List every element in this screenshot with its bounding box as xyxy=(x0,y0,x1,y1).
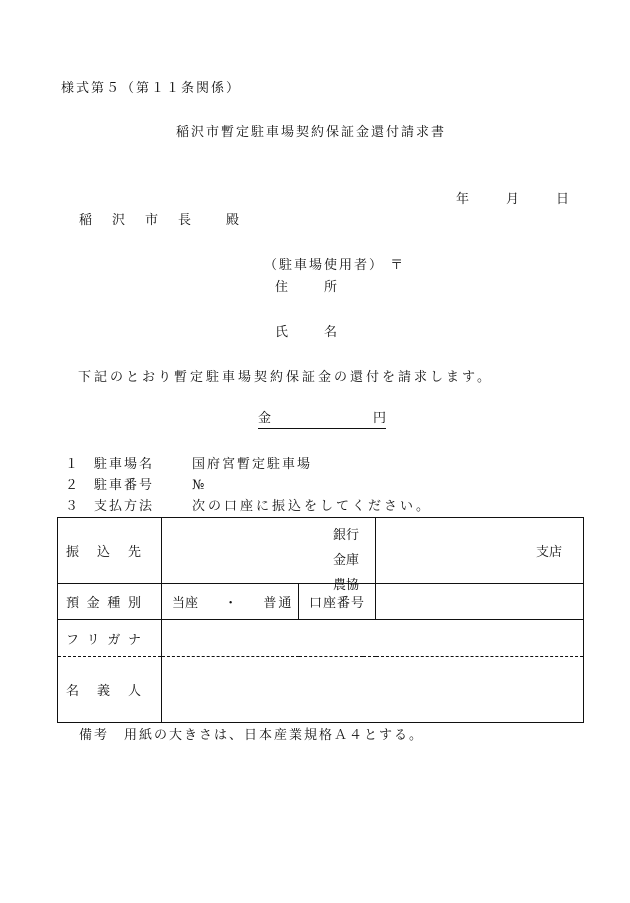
addressee-honorific: 殿 xyxy=(226,213,240,228)
branch-label: 支店 xyxy=(536,545,563,560)
label-char: 先 xyxy=(127,545,141,560)
item-label: 支払方法 xyxy=(94,499,155,514)
label-char: 別 xyxy=(127,596,141,611)
footnote: 備考 用紙の大きさは、日本産業規格Ａ４とする。 xyxy=(79,728,425,743)
addressee-char: 稲 xyxy=(79,213,93,228)
date-day: 日 xyxy=(556,192,570,207)
account-number-text: 口座番号 xyxy=(309,596,366,611)
amount-line xyxy=(258,412,386,429)
label-char: ナ xyxy=(127,632,141,648)
furigana-field[interactable] xyxy=(162,620,584,657)
item-number: ３ xyxy=(65,499,79,514)
table-row xyxy=(58,518,584,584)
date-year: 年 xyxy=(456,192,470,207)
item-value: 次の口座に振込をしてください。 xyxy=(192,499,433,514)
item-value: № xyxy=(192,478,205,493)
date-month: 月 xyxy=(506,192,520,207)
amount-right: 円 xyxy=(372,411,386,426)
institution-agri-coop: 農協 xyxy=(333,578,360,593)
item-label: 駐車番号 xyxy=(94,478,155,493)
applicant-label: （駐車場使用者） xyxy=(264,258,385,273)
branch-field[interactable] xyxy=(376,518,584,584)
account-type-current[interactable]: 当座 xyxy=(172,596,199,611)
institution-shinkin: 金庫 xyxy=(333,553,360,568)
document-title: 稲沢市暫定駐車場契約保証金還付請求書 xyxy=(176,125,447,140)
name-label-char: 氏 xyxy=(275,325,289,340)
institution-bank: 銀行 xyxy=(333,528,360,543)
address-label-char: 所 xyxy=(324,280,338,295)
transfer-to-label xyxy=(58,518,162,584)
account-type-field[interactable] xyxy=(162,584,299,620)
table-row xyxy=(58,657,584,723)
addressee-char: 長 xyxy=(178,213,192,228)
label-char: 人 xyxy=(127,684,141,699)
label-char: リ xyxy=(86,632,100,648)
furigana-label xyxy=(58,620,162,657)
account-type-ordinary[interactable]: 普通 xyxy=(263,596,294,611)
item-number: ２ xyxy=(65,478,79,493)
label-char: ガ xyxy=(107,632,121,648)
postal-mark: 〒 xyxy=(390,258,406,273)
holder-name-field[interactable] xyxy=(162,657,584,723)
account-type-separator: ・ xyxy=(224,596,238,611)
account-type-label xyxy=(58,584,162,620)
name-label-char: 名 xyxy=(324,325,338,340)
label-char: 振 xyxy=(66,545,80,560)
label-char: 預 xyxy=(66,596,80,611)
holder-label xyxy=(58,657,162,723)
institution-types xyxy=(333,524,359,593)
account-number-field[interactable] xyxy=(376,584,584,620)
label-char: 込 xyxy=(96,545,110,560)
table-row xyxy=(58,620,584,657)
request-text: 下記のとおり暫定駐車場契約保証金の還付を請求します。 xyxy=(78,370,493,385)
label-char: フ xyxy=(66,632,80,648)
table-row xyxy=(58,584,584,620)
item-value: 国府宮暫定駐車場 xyxy=(192,457,313,472)
form-number: 様式第５（第１１条関係） xyxy=(61,81,242,96)
item-label: 駐車場名 xyxy=(94,457,155,472)
label-char: 名 xyxy=(66,684,80,699)
addressee-char: 沢 xyxy=(112,213,126,228)
label-char: 種 xyxy=(107,596,121,611)
item-number: １ xyxy=(65,457,79,472)
applicant-heading xyxy=(264,259,405,272)
bank-account-table xyxy=(57,517,584,723)
bank-name-field[interactable] xyxy=(162,518,376,593)
address-label-char: 住 xyxy=(275,280,289,295)
label-char: 金 xyxy=(86,596,100,611)
amount-left: 金 xyxy=(258,411,272,426)
addressee-char: 市 xyxy=(145,213,159,228)
label-char: 義 xyxy=(96,684,110,699)
